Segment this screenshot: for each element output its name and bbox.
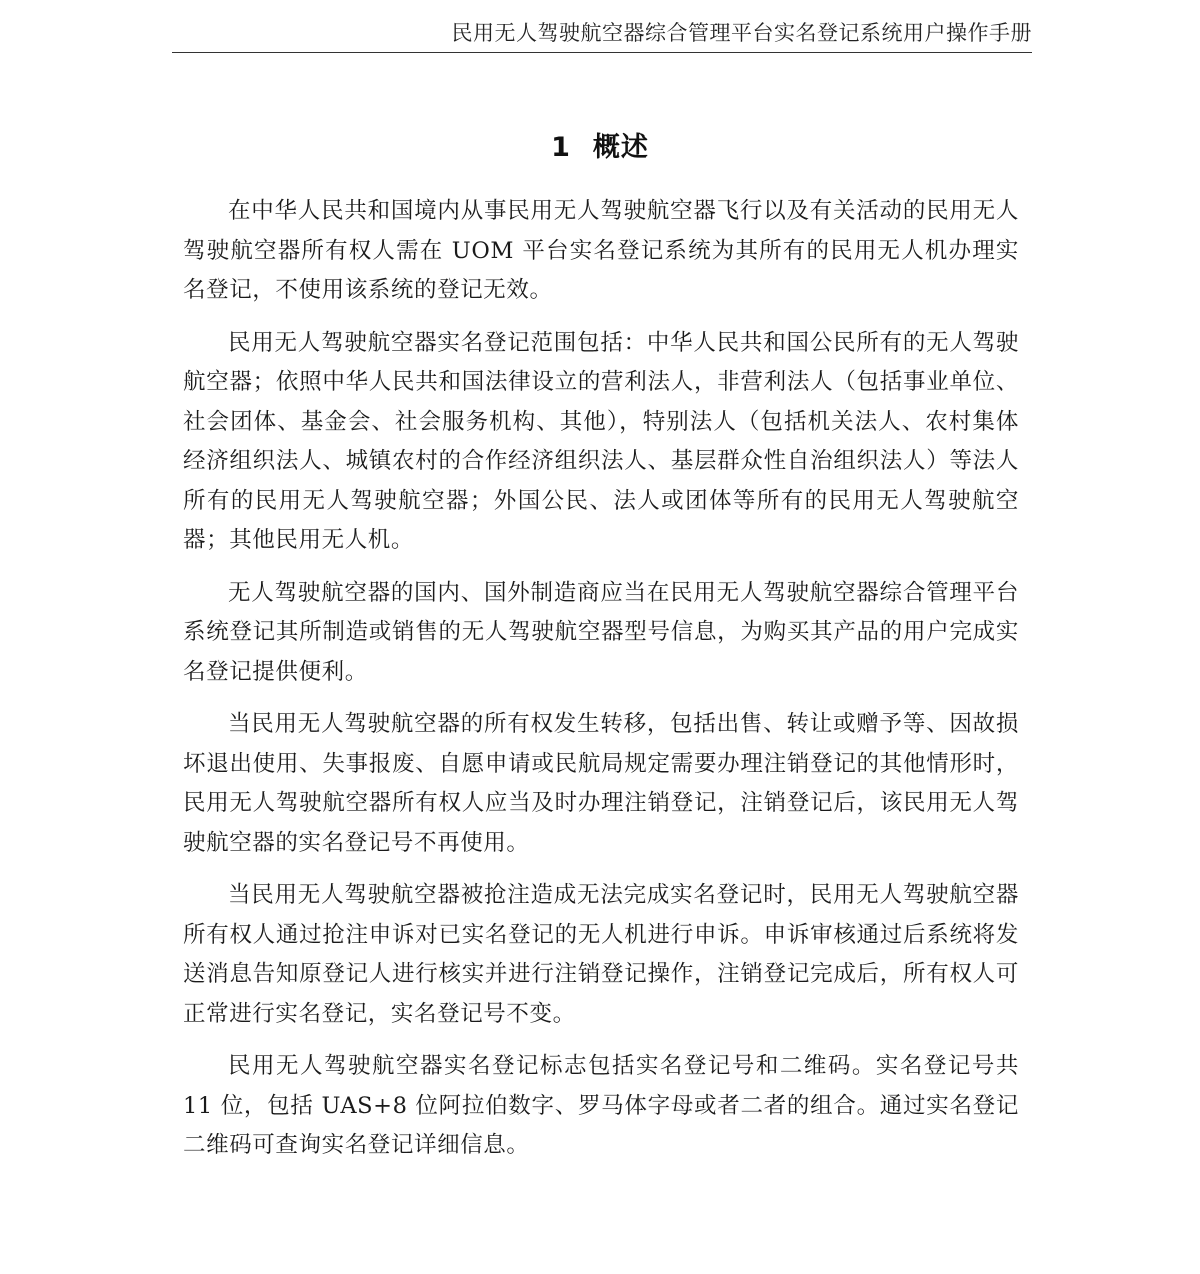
section-title-text: 概述 xyxy=(592,132,649,163)
header-rule xyxy=(172,52,1032,53)
body-text xyxy=(183,192,1019,1179)
section-number: 1 xyxy=(551,132,571,163)
paragraph-2: 民用无人驾驶航空器实名登记范围包括：中华人民共和国公民所有的无人驾驶航空器；依照中华人民共和国法律设立的营利法人，非营利法人（包括事业单位、社会团体、基金会、社会服务机构、其他），特别法人（包括机关法人、农村集体经济组织法人、城镇农村的合作经济组织法人、基层群众性自治组织法人）等法人所有的民用无人驾驶航空器；外国公民、法人或团体等所有的民用无人驾驶航空器；其他民用无人机。 xyxy=(183,329,1019,553)
paragraph-3: 无人驾驶航空器的国内、国外制造商应当在民用无人驾驶航空器综合管理平台系统登记其所制造或销售的无人驾驶航空器型号信息，为购买其产品的用户完成实名登记提供便利。 xyxy=(183,579,1019,685)
paragraph-6: 民用无人驾驶航空器实名登记标志包括实名登记号和二维码。实名登记号共 11 位，包括 UAS+8 位阿拉伯数字、罗马体字母或者二者的组合。通过实名登记二维码可查询实名登记详细信息。 xyxy=(183,1053,1019,1158)
paragraph-4: 当民用无人驾驶航空器的所有权发生转移，包括出售、转让或赠予等、因故损坏退出使用、失事报废、自愿申请或民航局规定需要办理注销登记的其他情形时，民用无人驾驶航空器所有权人应当及时办理注销登记，注销登记后，该民用无人驾驶航空器的实名登记号不再使用。 xyxy=(183,711,1019,856)
paragraph-5: 当民用无人驾驶航空器被抢注造成无法完成实名登记时，民用无人驾驶航空器所有权人通过抢注申诉对已实名登记的无人机进行申诉。申诉审核通过后系统将发送消息告知原登记人进行核实并进行注销登记操作，注销登记完成后，所有权人可正常进行实名登记，实名登记号不变。 xyxy=(183,882,1019,1027)
running-header: 民用无人驾驶航空器综合管理平台实名登记系统用户操作手册 xyxy=(451,21,1032,45)
section-title xyxy=(0,128,1200,168)
paragraph-1: 在中华人民共和国境内从事民用无人驾驶航空器飞行以及有关活动的民用无人驾驶航空器所有权人需在 UOM 平台实名登记系统为其所有的民用无人机办理实名登记，不使用该系统的登记无效。 xyxy=(183,198,1019,303)
